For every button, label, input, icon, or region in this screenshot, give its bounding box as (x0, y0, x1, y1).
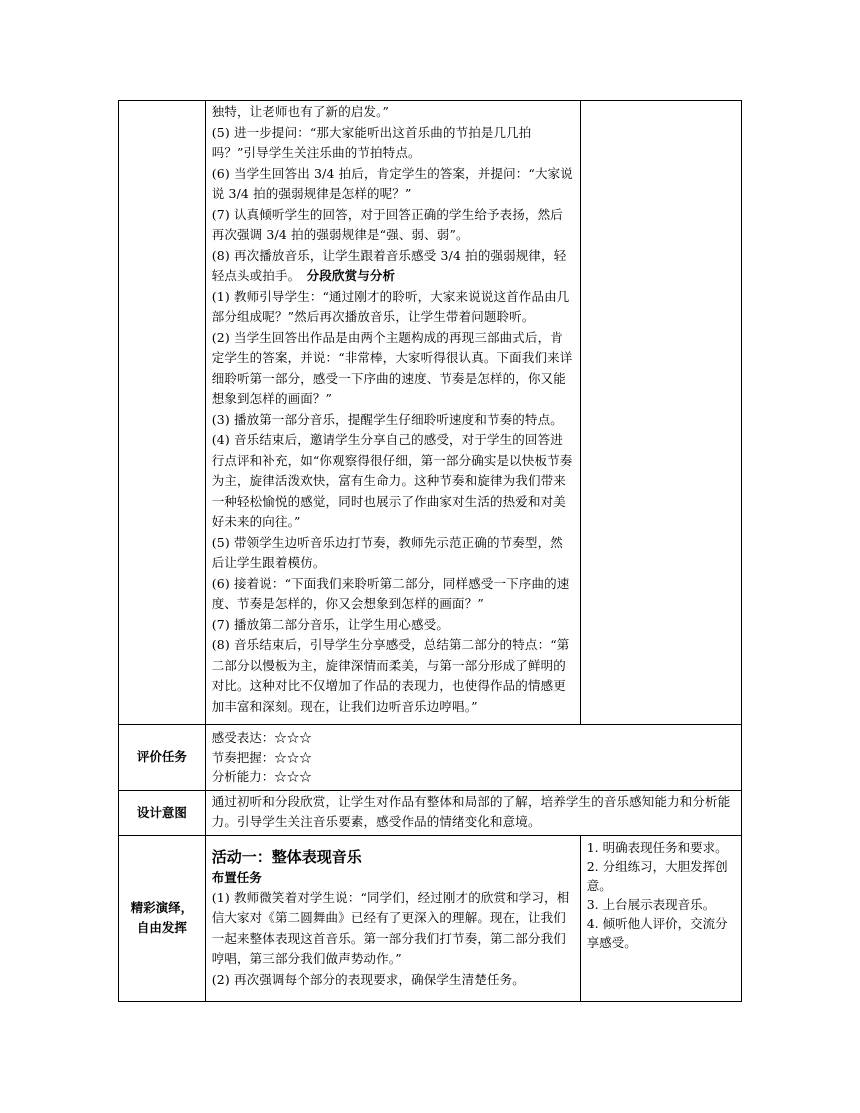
empty-side-cell (580, 101, 741, 725)
evaluation-content: 感受表达：☆☆☆ 节奏把握：☆☆☆ 分析能力：☆☆☆ (211, 730, 312, 784)
activity-student-cell (580, 835, 741, 1001)
empty-label-cell (119, 101, 206, 725)
design-intent-content: 通过初听和分段欣赏，让学生对作品有整体和局部的了解，培养学生的音乐感知能力和分析能力。引导学生关注音乐要素，感受作品的情绪变化和意境。 (211, 793, 731, 829)
activity-subtitle: 布置任务 (211, 869, 262, 885)
activity-label: 精彩演绎， 自由发挥 (119, 835, 206, 1001)
activity-title: 活动一：整体表现音乐 (211, 847, 362, 866)
activity-row (119, 835, 742, 1001)
evaluation-label: 评价任务 (119, 725, 206, 791)
design-intent-label: 设计意图 (119, 790, 206, 835)
content-before-heading: 独特，让老师也有了新的启发。” (5) 进一步提问：“那大家能听出这首乐曲的节拍是几几拍吗？”引导学生关注乐曲的节拍特点。 (6) 当学生回答出 3/4 拍后，肯定学生的答案，并提问：“大家说说 3/4 拍的强弱规律是怎样的呢？” (7) 认真倾听学生的回答，对于回答正确的学生给予表扬，然后再次强调 3/4 拍的强弱规律是“强、弱、弱”。 (8) 再次播放音乐，让学生跟着音乐感受 3/4 拍的强弱规律，轻轻点头或拍手。 (211, 104, 573, 283)
section-heading: 分段欣赏与分析 (306, 268, 396, 283)
evaluation-content-cell (205, 725, 741, 791)
teacher-activity-cell (205, 101, 580, 725)
evaluation-row (119, 725, 742, 791)
design-intent-content-cell (205, 790, 741, 835)
content-after-heading: (1) 教师引导学生：“通过刚才的聆听，大家来说说这首作品由几部分组成呢？”然后再次播放音乐，让学生带着问题聆听。 (2) 当学生回答出作品是由两个主题构成的再现三部曲式后，肯定学生的答案，并说：“非常棒，大家听得很认真。下面我们来详细聆听第一部分，感受一下序曲的速度、节奏是怎样的，你又能想象到怎样的画面？” (3) 播放第一部分音乐，提醒学生仔细聆听速度和节奏的特点。 (4) 音乐结束后，邀请学生分享自己的感受，对于学生的回答进行点评和补充，如“你观察得很仔细，第一部分确实是以快板节奏为主，旋律活泼欢快，富有生命力。这种节奏和旋律为我们带来一种轻松愉悦的感觉，同时也展示了作曲家对生活的热爱和对美好未来的向往。” (5) 带领学生边听音乐边打节奏，教师先示范正确的节奏型，然后让学生跟着模仿。 (6) 接着说：“下面我们来聆听第二部分，同样感受一下序曲的速度、节奏是怎样的，你又会想象到怎样的画面？” (7) 播放第二部分音乐，让学生用心感受。 (8) 音乐结束后，引导学生分享感受，总结第二部分的特点：“第二部分以慢板为主，旋律深情而柔美，与第一部分形成了鲜明的对比。这种对比不仅增加了作品的表现力，也使得作品的情感更加丰富和深刻。现在，让我们边听音乐边哼唱。” (211, 288, 573, 714)
lesson-plan-table (118, 100, 742, 1002)
teaching-process-row (119, 101, 742, 725)
activity-content: (1) 教师微笑着对学生说：“同学们，经过刚才的欣赏和学习，相信大家对《第二圆舞曲》已经有了更深入的理解。现在，让我们一起来整体表现这首音乐。第一部分我们打节奏，第二部分我们哼唱，第三部分我们做声势动作。” (2) 再次强调每个部分的表现要求，确保学生清楚任务。 (211, 889, 570, 987)
teacher-activity-text (206, 101, 580, 719)
activity-teacher-cell (205, 835, 580, 1001)
design-intent-row (119, 790, 742, 835)
student-tasks: 1. 明确表现任务和要求。 2. 分组练习，大胆发挥创意。 3. 上台展示表现音乐。 4. 倾听他人评价，交流分享感受。 (586, 839, 728, 950)
